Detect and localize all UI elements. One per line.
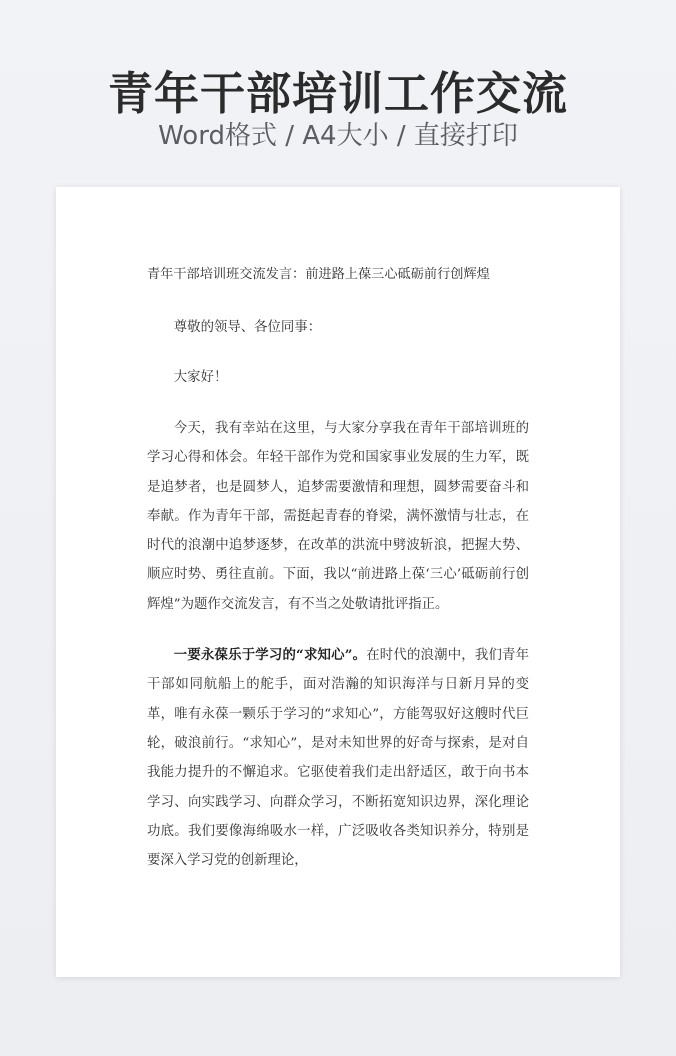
salutation-line: 大家好！ bbox=[173, 370, 228, 385]
page-title: 青年干部培训工作交流 bbox=[107, 67, 568, 120]
section-one-heading: 一要永葆乐于学习的“求知心”。 bbox=[173, 647, 367, 664]
document-title: 青年干部培训班交流发言：前进路上葆三心砥砺前行创辉煌 bbox=[147, 267, 490, 282]
document-body bbox=[147, 261, 529, 875]
intro-paragraph: 今天，我有幸站在这里，与大家分享我在青年干部培训班的学习心得和体会。年轻干部作为党和国家事业发展的生力军，既是追梦者，也是圆梦人，追梦需要激情和理想，圆梦需要奋斗和奉献。作为青年干部，需挺起青春的脊梁，满怀激情与壮志，在时代的浪潮中追梦逐梦，在改革的洪流中劈波斩浪，把握大势、顺应时势、勇往直前。下面，我以“前进路上葆‘三心’砥砺前行创辉煌”为题作交流发言，有不当之处敬请批评指正。 bbox=[147, 421, 529, 612]
section-one-body: 在时代的浪潮中，我们青年干部如同航船上的舵手，面对浩瀚的知识海洋与日新月异的变革，唯有永葆一颗乐于学习的“求知心”，方能驾驭好这艘时代巨轮，破浪前行。“求知心”，是对未知世界的好奇与探索，是对自我能力提升的不懈追求。它驱使着我们走出舒适区，敢于向书本学习、向实践学习、向群众学习，不断拓宽知识边界，深化理论功底。我们要像海绵吸水一样，广泛吸收各类知识养分，特别是要深入学习党的创新理论， bbox=[147, 648, 530, 869]
document-preview bbox=[56, 187, 620, 977]
greeting-line: 尊敬的领导、各位同事： bbox=[173, 320, 322, 335]
section-one-paragraph bbox=[147, 641, 529, 875]
page-subtitle: Word格式 / A4大小 / 直接打印 bbox=[158, 121, 518, 151]
